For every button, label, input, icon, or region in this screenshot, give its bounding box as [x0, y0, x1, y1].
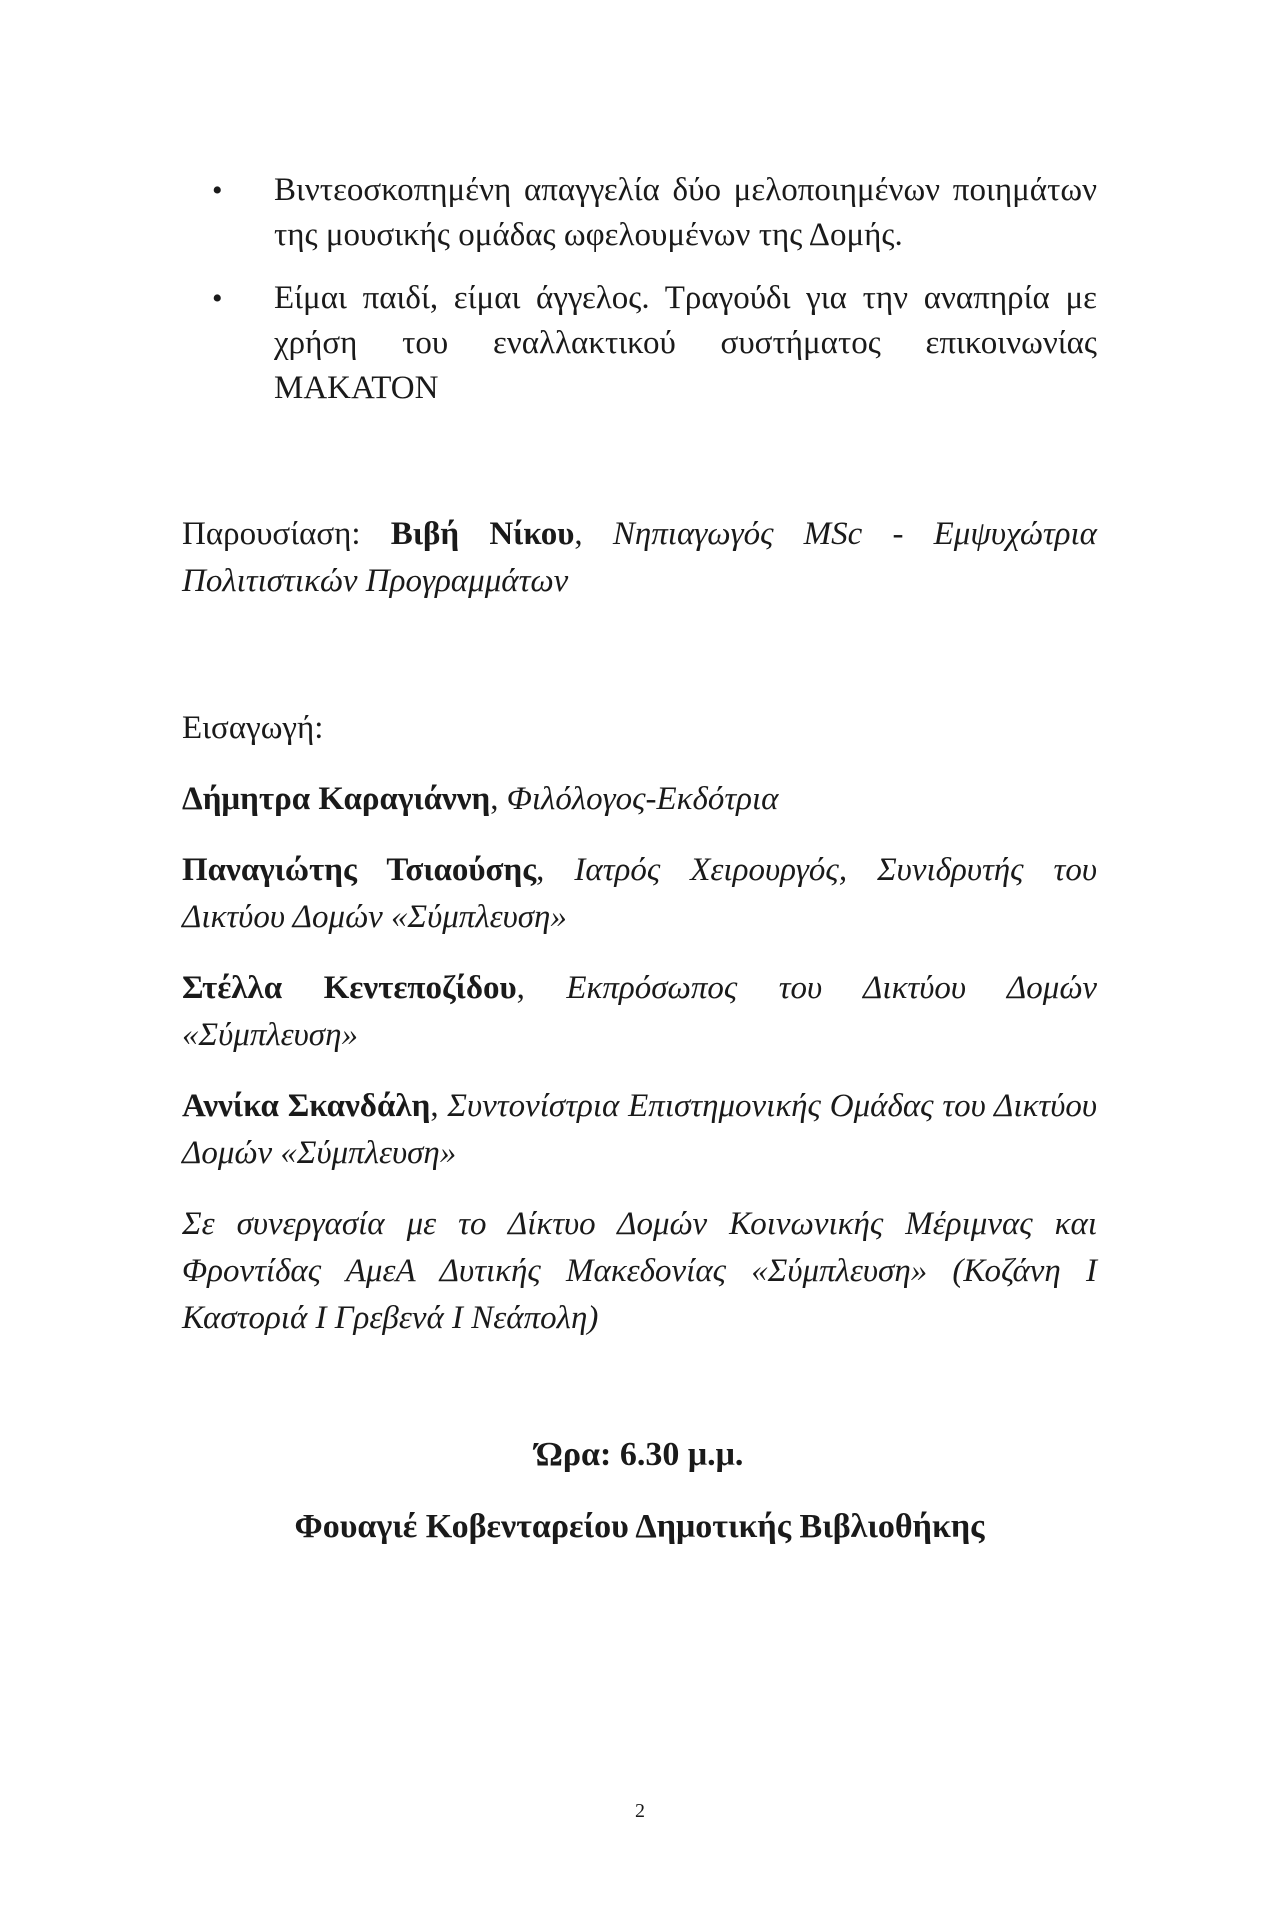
speaker-separator: , — [490, 781, 507, 817]
speaker-entry — [182, 965, 1097, 1059]
speaker-entry — [182, 847, 1097, 941]
program-item-text: Είμαι παιδί, είμαι άγγελος. Τραγούδι για την αναπηρία με χρήση του εναλλακτικού συστήματος επικοινωνίας ΜΑΚΑΤΟΝ — [274, 280, 1097, 406]
speaker-name: Δήμητρα Καραγιάννη — [182, 781, 491, 817]
event-time: Ώρα: 6.30 μ.μ. — [535, 1436, 744, 1473]
speaker-role: Εκπρόσωπος του Δικτύου Δομών «Σύμπλευση» — [182, 970, 1098, 1053]
speaker-name: Στέλλα Κεντεποζίδου — [182, 970, 517, 1006]
speaker-name: Αννίκα Σκανδάλη — [182, 1088, 431, 1124]
collaboration-note: Σε συνεργασία με το Δίκτυο Δομών Κοινωνικής Μέριμνας και Φροντίδας ΑμεΑ Δυτικής Μακεδονίας «Σύμπλευση» (Κοζάνη I Καστοριά I Γρεβενά I Νεάπολη) — [182, 1206, 1097, 1336]
event-venue: Φουαγιέ Κοβενταρείου Δημοτικής Βιβλιοθήκης — [294, 1508, 985, 1545]
page-number: 2 — [635, 1800, 645, 1822]
presenter-role: Νηπιαγωγός MSc - Εμψυχώτρια Πολιτιστικών Προγραμμάτων — [182, 516, 1097, 599]
document-page — [182, 168, 1097, 1580]
speaker-entry — [182, 1083, 1097, 1177]
presentation-line — [182, 511, 1097, 605]
speaker-role: Συντονίστρια Επιστημονικής Ομάδας του Δικτύου Δομών «Σύμπλευση» — [182, 1088, 1098, 1171]
speaker-role: Φιλόλογος-Εκδότρια — [506, 781, 779, 817]
bullet-marker: • — [212, 174, 223, 207]
speaker-role: Ιατρός Χειρουργός, Συνιδρυτής του Δικτύου Δομών «Σύμπλευση» — [182, 852, 1097, 935]
presenter-separator: , — [574, 516, 613, 552]
event-program-list — [182, 168, 1097, 411]
presentation-label: Παρουσίαση: — [182, 516, 391, 552]
speaker-entry — [182, 776, 1097, 823]
speaker-separator: , — [516, 970, 567, 1006]
speaker-name: Παναγιώτης Τσιαούσης — [182, 852, 537, 888]
speaker-separator: , — [430, 1088, 448, 1124]
introduction-label: Εισαγωγή: — [182, 710, 324, 746]
program-item — [182, 168, 1097, 258]
program-item-text: Βιντεοσκοπημένη απαγγελία δύο μελοποιημένων ποιημάτων της μουσικής ομάδας ωφελουμένων της Δομής. — [274, 172, 1097, 253]
bullet-marker: • — [212, 282, 223, 315]
program-item — [182, 276, 1097, 411]
speaker-separator: , — [536, 852, 575, 888]
presenter-name: Βιβή Νίκου — [390, 516, 575, 552]
